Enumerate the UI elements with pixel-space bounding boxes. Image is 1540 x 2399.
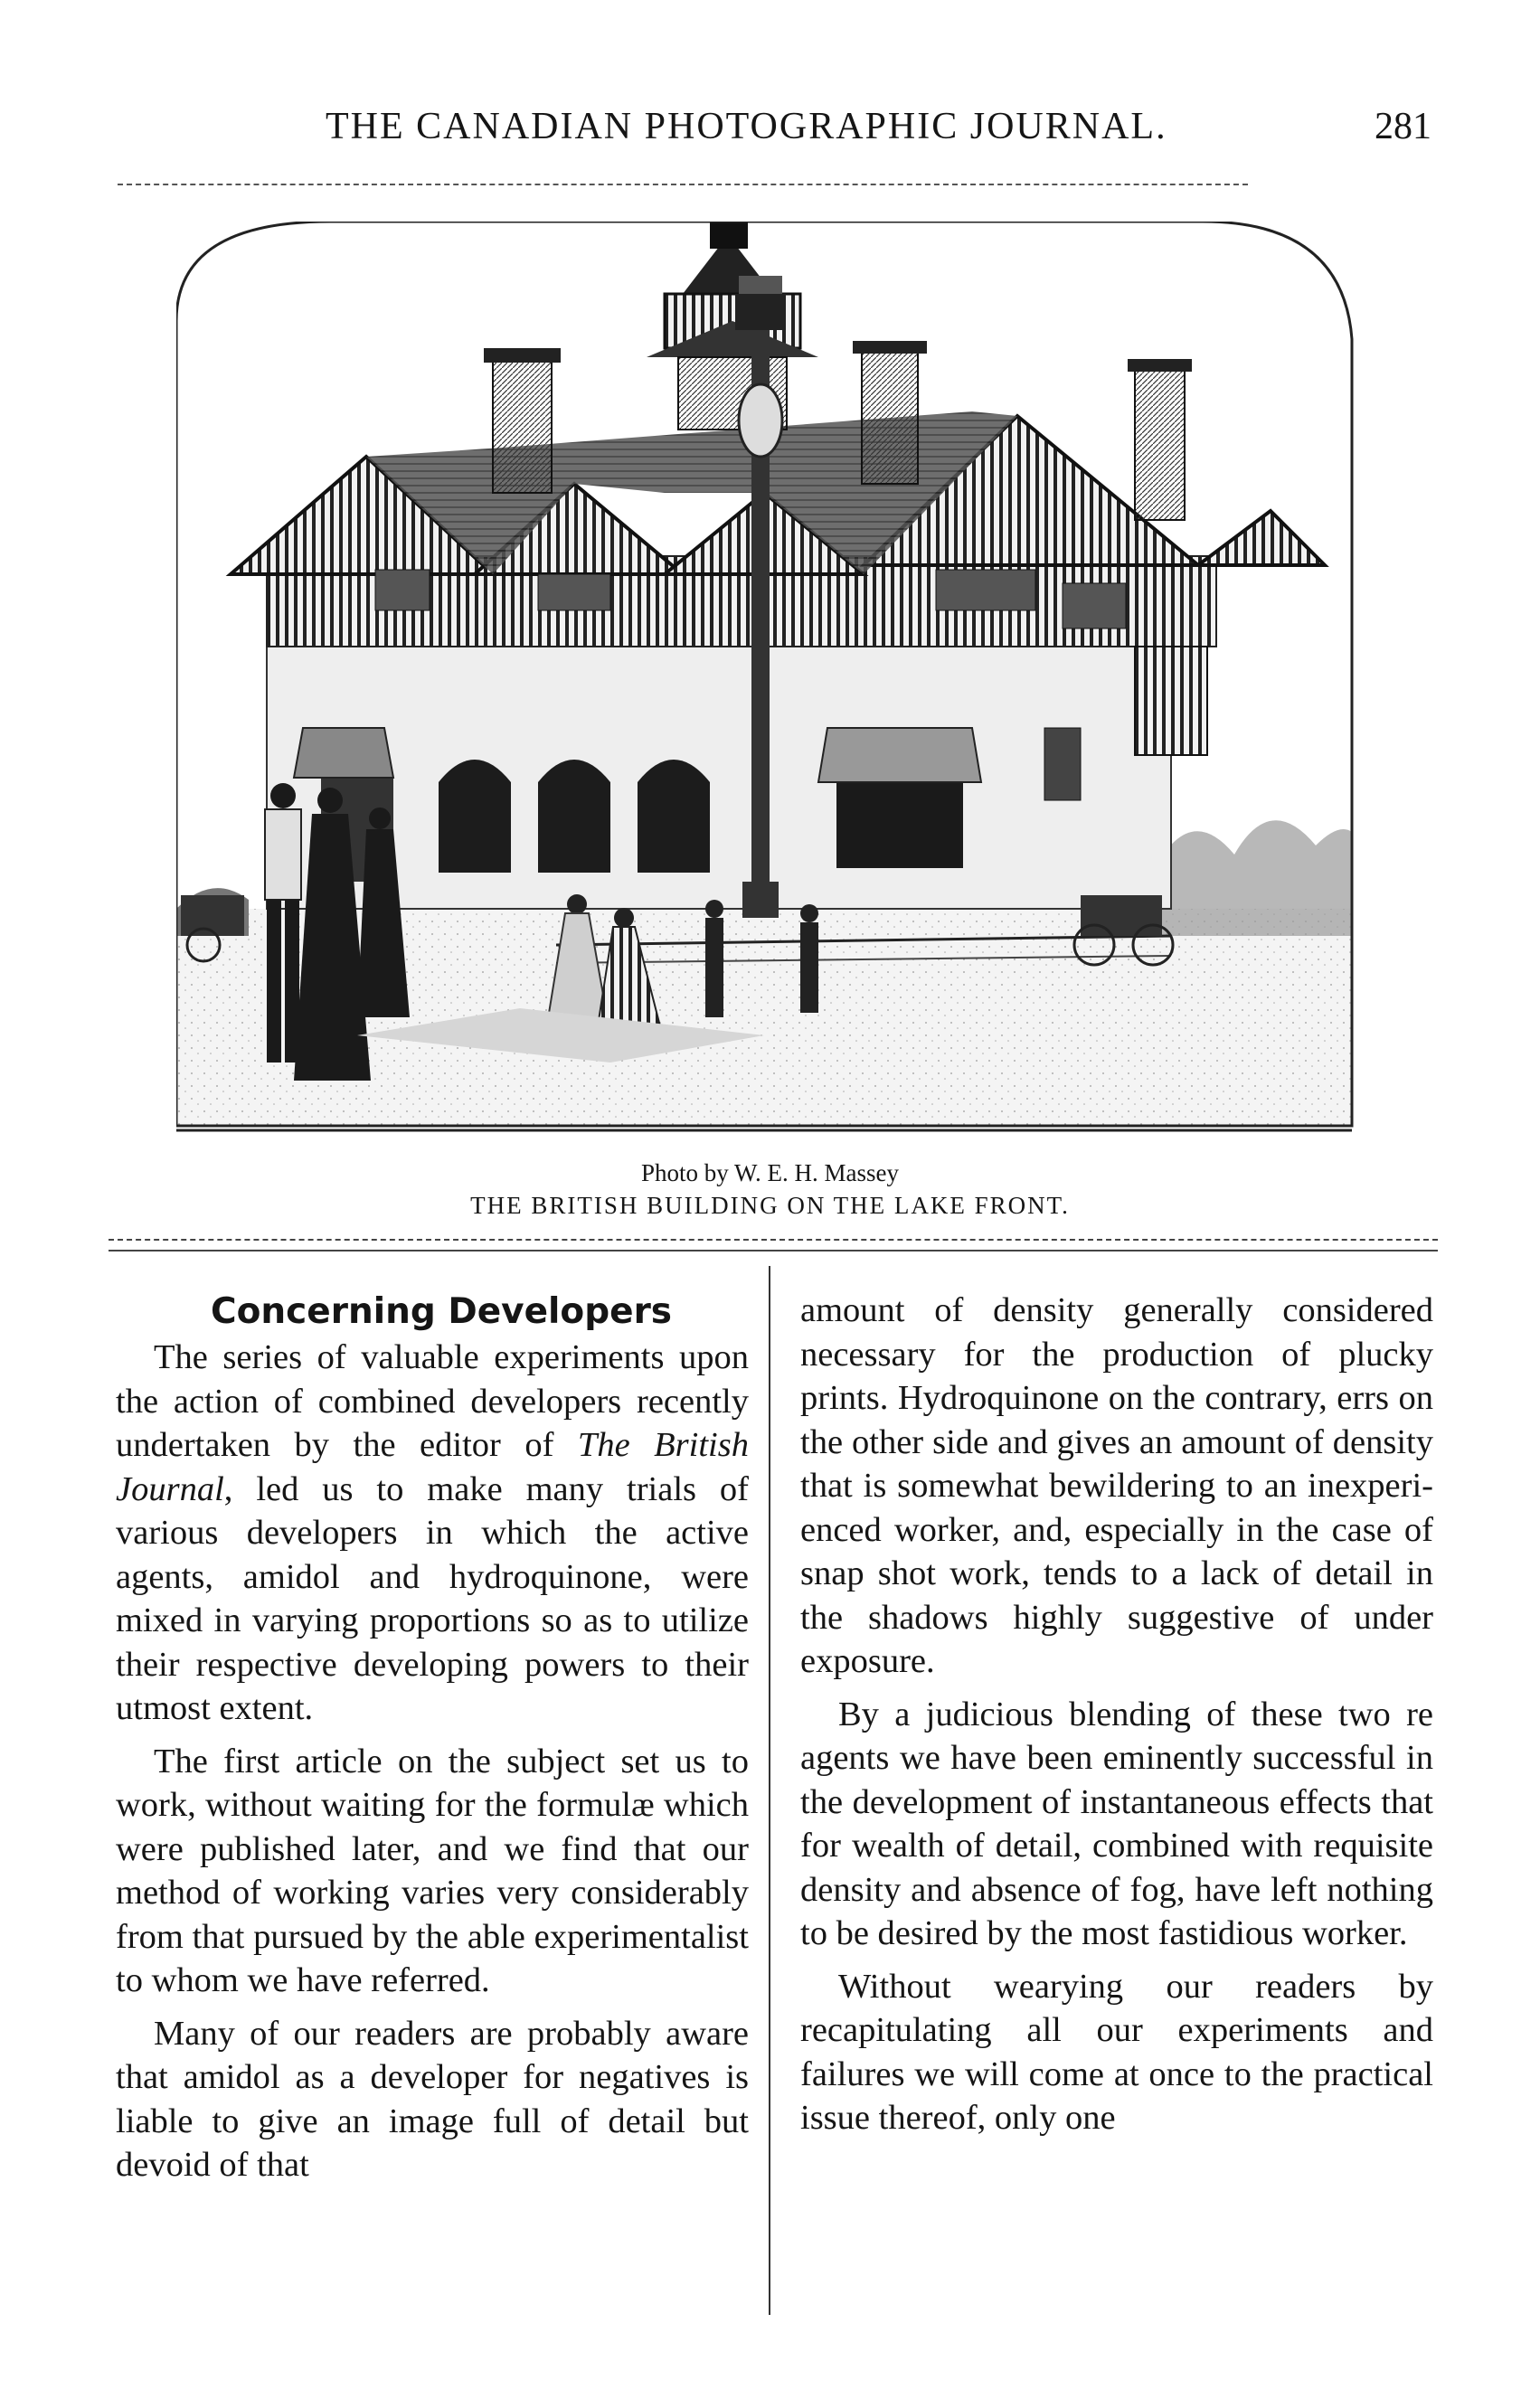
paragraph-1-text-a: The series of valuable experiments upon the action of combined developers recently undertaken by the editor of bbox=[116, 1338, 749, 1464]
article-left-column bbox=[116, 1289, 749, 2187]
section-rule-top bbox=[109, 1239, 1438, 1241]
paragraph-1-text-b: , led us to make many trials of various developers in which the active agents, amidol and hydroquinone, were mixed in varying proportions so as to utilize their respective developing powers to their utmost extent. bbox=[116, 1469, 749, 1727]
photo-caption: THE BRITISH BUILDING ON THE LAKE FRONT. bbox=[470, 1192, 1070, 1219]
paragraph-5: Without wearying our readers by recapitulating all our experiments and failures we will come at once to the practical issue thereof, only one bbox=[800, 1967, 1433, 2137]
journal-title: THE CANADIAN PHOTOGRAPHIC JOURNAL. bbox=[326, 106, 1167, 147]
paragraph-2: The first article on the subject set us to work, without waiting for the formulæ which were published later, and we find that our method of working varies very considerably from that pursued by the able experimentalist to whom we have referred. bbox=[116, 1742, 749, 1999]
british-building-photo bbox=[176, 222, 1356, 1135]
photo-plate bbox=[176, 222, 1356, 1135]
page-number: 281 bbox=[1375, 106, 1431, 147]
paragraph-3: Many of our readers are probably aware that amidol as a developer for negatives is liable to give an image full of detail but devoid of that bbox=[116, 2014, 749, 2184]
column-divider bbox=[769, 1266, 770, 2315]
paragraph-4: By a judicious blending of these two re agents we have been eminently successful in the development of instantaneous effects that for wealth of detail, combined with requisite density and absence of fog, have left nothing to be desired by the most fastidious worker. bbox=[800, 1695, 1433, 1952]
journal-reference: The British Journal bbox=[116, 1426, 749, 1508]
header-rule bbox=[118, 184, 1248, 185]
paragraph-3-continued: amount of density generally considered necessary for the production of plucky prints. Hydroquinone on the contrary, errs on the other side and gives an amount of density that is somewhat bewildering to an inexperienced worker, and, especially in the case of snap shot work, tends to a lack of detail in the shadows highly suggestive of under exposure. bbox=[800, 1291, 1433, 1680]
article-right-column bbox=[800, 1289, 1433, 2140]
article-heading: Concerning Developers bbox=[210, 1291, 673, 1332]
paragraph-1 bbox=[116, 1336, 749, 1731]
running-head bbox=[0, 98, 1540, 161]
photo-credit: Photo by W. E. H. Massey bbox=[640, 1159, 900, 1186]
section-rule-bottom bbox=[109, 1250, 1438, 1251]
